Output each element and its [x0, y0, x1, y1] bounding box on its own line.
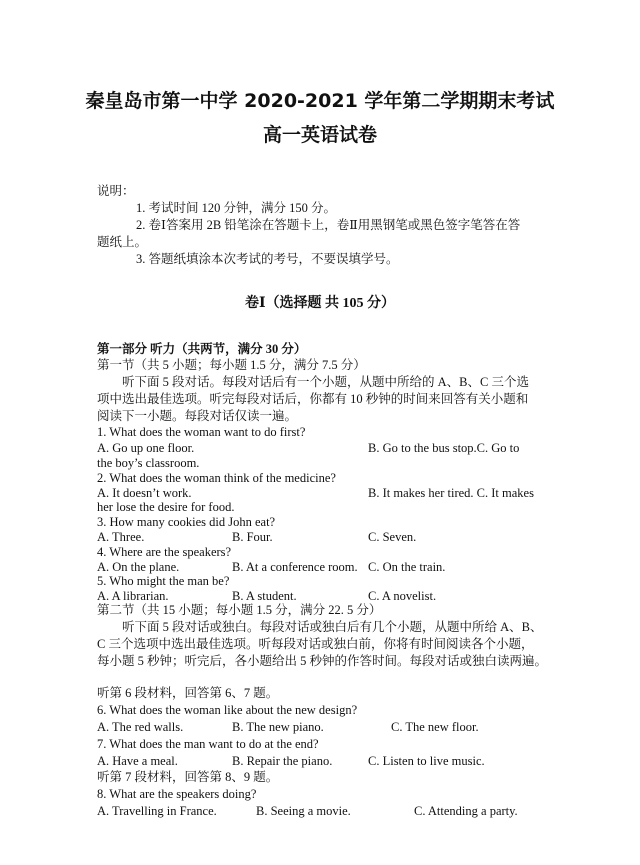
option-5c: C. A novelist.: [368, 589, 437, 603]
section1-instructions: 听下面 5 段对话。每段对话后有一个小题，从题中所给的 A、B、C 三个选: [122, 375, 529, 389]
option-6a: A. The red walls.: [97, 720, 184, 734]
option-4a: A. On the plane.: [97, 560, 180, 574]
option-6b: B. The new piano.: [232, 720, 324, 734]
option-2a: A. It doesn’t work.: [97, 486, 192, 500]
question-5: 5. Who might the man be?: [97, 574, 230, 588]
material-7-note: 听第 7 段材料，回答第 8、9 题。: [97, 770, 279, 784]
question-6: 6. What does the woman like about the new design?: [97, 703, 358, 717]
option-1b: B. Go to the bus stop.C. Go to: [368, 441, 520, 455]
section1-title: 第一节（共 5 小题；每小题 1.5 分，满分 7.5 分）: [97, 358, 366, 372]
option-8b: B. Seeing a movie.: [256, 804, 351, 818]
option-7b: B. Repair the piano.: [232, 754, 333, 768]
question-7: 7. What does the man want to do at the end?: [97, 737, 319, 751]
option-3c: C. Seven.: [368, 530, 417, 544]
section1-instructions-3: 阅读下一小题。每段对话仅读一遍。: [97, 409, 298, 423]
question-8: 8. What are the speakers doing?: [97, 787, 257, 801]
section2-title: 第二节（共 15 小题；每小题 1.5 分，满分 22. 5 分）: [97, 603, 382, 617]
option-1a: A. Go up one floor.: [97, 441, 195, 455]
option-2c: her lose the desire for food.: [97, 500, 235, 514]
material-6-note: 听第 6 段材料，回答第 6、7 题。: [97, 686, 279, 700]
option-3a: A. Three.: [97, 530, 145, 544]
question-2: 2. What does the woman think of the medicine?: [97, 471, 336, 485]
note-2-cont: 题纸上。: [97, 235, 148, 249]
notes-label: 说明：: [97, 184, 135, 198]
page-title: 秦皇岛市第一中学 2020-2021 学年第二学期期末考试: [85, 90, 555, 112]
option-1c: the boy’s classroom.: [97, 456, 200, 470]
question-4: 4. Where are the speakers?: [97, 545, 232, 559]
part1-title: 第一部分 听力（共两节，满分 30 分）: [97, 342, 307, 356]
note-3: 3. 答题纸填涂本次考试的考号，不要误填学号。: [136, 252, 399, 266]
volume-title: 卷Ⅰ（选择题 共 105 分）: [244, 296, 396, 311]
section2-instructions-2: C 三个选项中选出最佳选项。听每段对话或独白前，你将有时间阅读各个小题，: [97, 637, 534, 651]
option-5b: B. A student.: [232, 589, 297, 603]
option-8a: A. Travelling in France.: [97, 804, 217, 818]
option-7c: C. Listen to live music.: [368, 754, 485, 768]
option-8c: C. Attending a party.: [414, 804, 518, 818]
note-1: 1. 考试时间 120 分钟，满分 150 分。: [136, 201, 337, 215]
option-4c: C. On the train.: [368, 560, 446, 574]
section1-instructions-2: 项中选出最佳选项。听完每段对话后，你都有 10 秒钟的时间来回答有关小题和: [97, 392, 529, 406]
note-2: 2. 卷Ⅰ答案用 2B 铅笔涂在答题卡上，卷Ⅱ用黑钢笔或黑色签字笔答在答: [136, 218, 521, 232]
option-3b: B. Four.: [232, 530, 273, 544]
section2-instructions-3: 每小题 5 秒钟；听完后，各小题给出 5 秒钟的作答时间。每段对话或独白读两遍。: [97, 654, 548, 668]
option-7a: A. Have a meal.: [97, 754, 178, 768]
section2-instructions: 听下面 5 段对话或独白。每段对话或独白后有几个小题，从题中所给 A、B、: [122, 620, 543, 634]
option-6c: C. The new floor.: [391, 720, 479, 734]
page-subtitle: 高一英语试卷: [262, 124, 377, 146]
question-1: 1. What does the woman want to do first?: [97, 425, 306, 439]
option-5a: A. A librarian.: [97, 589, 169, 603]
option-4b: B. At a conference room.: [232, 560, 358, 574]
option-2b: B. It makes her tired. C. It makes: [368, 486, 534, 500]
question-3: 3. How many cookies did John eat?: [97, 515, 276, 529]
